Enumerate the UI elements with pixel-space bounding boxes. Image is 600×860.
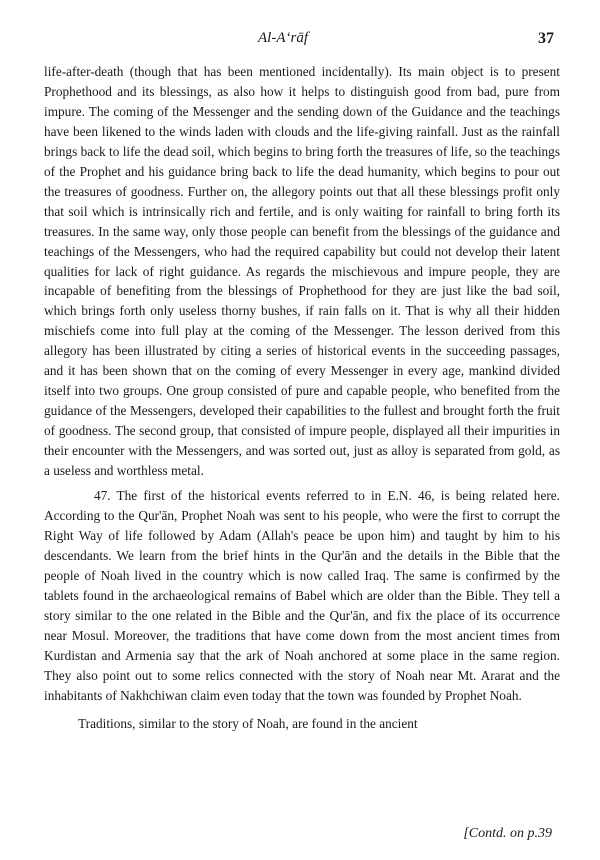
running-title: Al-A‘rāf	[258, 30, 308, 46]
paragraph-note-47: 47. The first of the historical events referred to in E.N. 46, is being related here. According to the Qur'ān, Prophet Noah was sent to his people, who were the first to corrupt the Right Way of life followed by Adam (Allah's peace be upon him) and taught by him to his descendants. We learn from the brief hints in the Qur'ān and the details in the Bible that the people of Noah lived in the country which is now called Iraq. The same is confirmed by the tablets found in the archaeological remains of Babel which are older than the Bible. They tell a story similar to the one related in the Bible and the Qur'ān, and fix the place of its occurrence near Mosul. Moreover, the traditions that have come down from the most ancient times from Kurdistan and Armenia say that the ark of Noah anchored at some place in the same region. They also point out to some relics connected with the story of Noah near Mt. Ararat and the inhabitants of Nakhchiwan claim even today that the town was founded by Prophet Noah.	[44, 488, 560, 703]
continuation-note: [Contd. on p.39	[463, 826, 552, 841]
running-head	[0, 28, 600, 52]
paragraph-continued: life-after-death (though that has been mentioned incidentally). Its main object is to present Prophethood and its blessings, as also how it helps to distinguish good from bad, pure from impure. The coming of the Messenger and the sending down of the Guidance and the teachings have been likened to the winds laden with clouds and the life-giving rainfall. Just as the rainfall brings back to life the dead soil, which begins to bring forth the treasures of life, so the teachings of the Prophet and his guidance bring back to life the dead humanity, which begins to pour out the treasures of goodness. Further on, the allegory points out that all these blessings profit only that soil which is intrinsically rich and fertile, and is only waiting for rainfall to bring forth its treasures. In the same way, only those people can benefit from the blessings of the guidance and teachings of the Messengers, who had the required capability but could not develop their latent qualities for lack of right guidance. As regards the mischievous and impure people, they are incapable of benefiting from the blessings of Prophethood for they are just like the bad soil, which brings forth only useless thorny bushes, if rain falls on it. That is why all their hidden mischiefs come into full play at the coming of the Messenger. The lesson derived from this allegory has been illustrated by citing a series of historical events in the succeeding passages, and it has been shown that on the coming of every Messenger in every age, mankind divided itself into two groups. One group consisted of pure and capable people, who benefited from the guidance of the Messengers, developed their capabilities to the fullest and brought forth the fruit of goodness. The second group, that consisted of impure people, displayed all their impurities in their encounter with the Messengers, and was sorted out, just as alloy is separated from gold, as a useless and worthless metal.	[44, 64, 560, 479]
paragraph-traditions: Traditions, similar to the story of Noah, are found in the ancient	[78, 715, 418, 731]
body-text	[44, 62, 560, 733]
page-number: 37	[538, 30, 554, 47]
